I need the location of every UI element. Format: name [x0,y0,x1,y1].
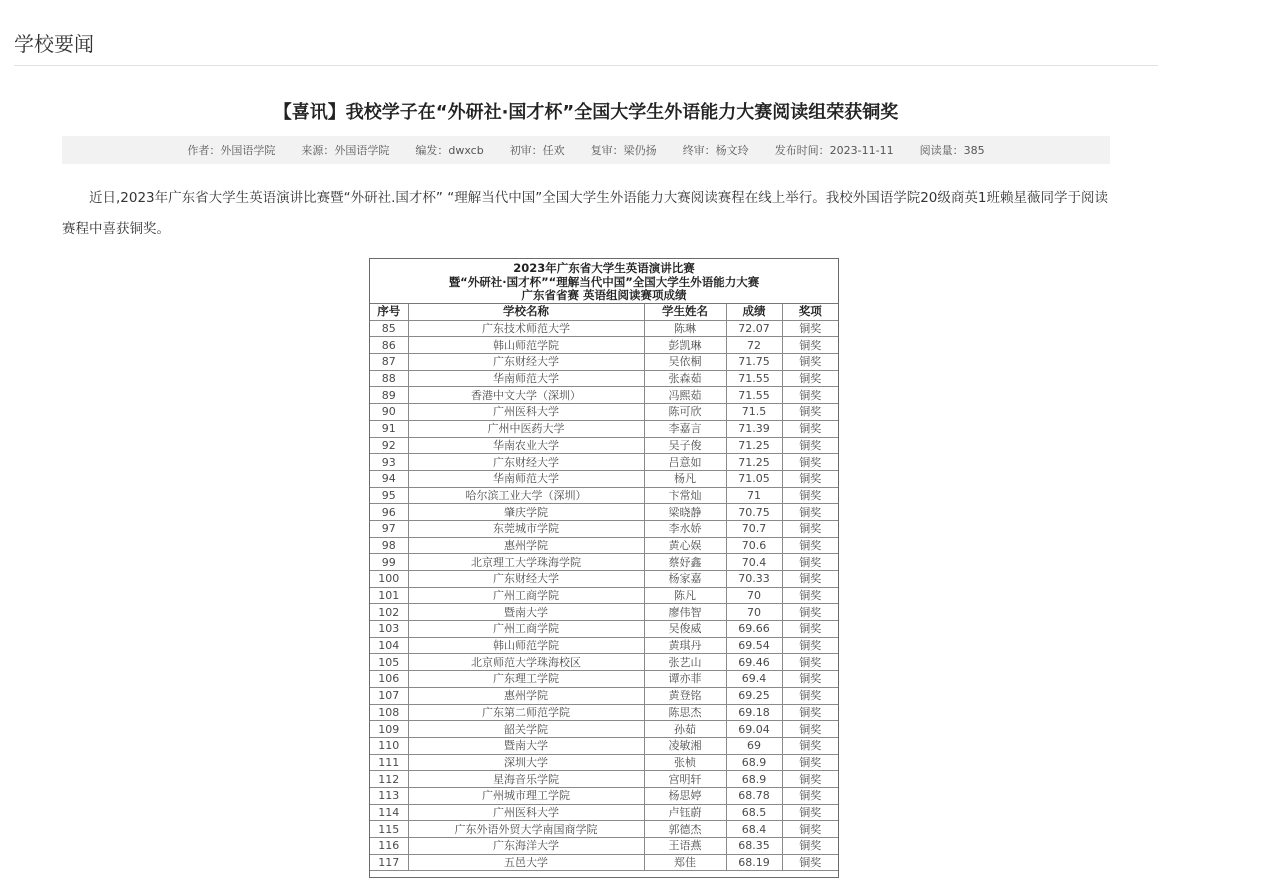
results-title-line: 暨“外研社·国才杯”“理解当代中国”全国大学生外语能力大赛 [448,274,760,289]
table-row [370,737,838,754]
cell-score: 71.25 [726,437,782,454]
table-row [370,771,838,788]
cell-student: 凌敏湘 [644,737,726,754]
cell-index: 86 [370,337,408,354]
table-row [370,354,838,371]
cell-school: 广东财经大学 [408,454,644,471]
table-row [370,787,838,804]
table-row [370,671,838,688]
results-table-image [369,258,839,878]
cell-student: 吴子俊 [644,437,726,454]
table-row [370,571,838,588]
cell-school: 韩山师范学院 [408,337,644,354]
cell-score: 68.78 [726,787,782,804]
cell-score: 71.5 [726,404,782,421]
cell-school: 广东财经大学 [408,354,644,371]
results-table-title [370,259,838,304]
cell-school: 北京师范大学珠海校区 [408,654,644,671]
cell-award: 铜奖 [782,838,838,855]
cell-award: 铜奖 [782,787,838,804]
table-row [370,420,838,437]
cell-score: 71.55 [726,370,782,387]
table-row [370,637,838,654]
header-index: 序号 [370,304,408,320]
cell-school: 暨南大学 [408,737,644,754]
cell-student: 卞常灿 [644,487,726,504]
cell-student: 张艺山 [644,654,726,671]
table-row [370,320,838,337]
cell-award: 铜奖 [782,854,838,871]
meta-second-review: 复审：梁仍扬 [590,144,657,157]
cell-score: 68.35 [726,838,782,855]
article-meta-bar [62,136,1110,164]
cell-index: 108 [370,704,408,721]
cell-school: 广东第二师范学院 [408,704,644,721]
table-row [370,754,838,771]
cell-award: 铜奖 [782,437,838,454]
cell-index: 101 [370,587,408,604]
cell-school: 广州工商学院 [408,587,644,604]
cell-student: 杨家嘉 [644,571,726,588]
cell-index: 114 [370,804,408,821]
cell-index: 109 [370,721,408,738]
cell-score: 68.5 [726,804,782,821]
header-student: 学生姓名 [644,304,726,320]
meta-author: 作者：外国语学院 [187,144,276,157]
table-row [370,520,838,537]
cell-award: 铜奖 [782,320,838,337]
cell-index: 100 [370,571,408,588]
cell-student: 陈思杰 [644,704,726,721]
cell-school: 广州中医药大学 [408,420,644,437]
cell-student: 吴依桐 [644,354,726,371]
cell-award: 铜奖 [782,337,838,354]
cell-score: 70.7 [726,520,782,537]
cell-school: 广州医科大学 [408,804,644,821]
cell-score: 69.04 [726,721,782,738]
cell-index: 95 [370,487,408,504]
cell-student: 彭凯琳 [644,337,726,354]
meta-publish-time: 发布时间：2023-11-11 [774,144,894,157]
cell-student: 吕意如 [644,454,726,471]
cell-index: 115 [370,821,408,838]
cell-student: 李嘉言 [644,420,726,437]
table-row [370,487,838,504]
cell-award: 铜奖 [782,554,838,571]
cell-score: 69.4 [726,671,782,688]
cell-award: 铜奖 [782,454,838,471]
cell-index: 103 [370,621,408,638]
cell-student: 杨思婷 [644,787,726,804]
cell-school: 北京理工大学珠海学院 [408,554,644,571]
table-row [370,604,838,621]
cell-award: 铜奖 [782,470,838,487]
cell-score: 69.25 [726,687,782,704]
header-award: 奖项 [782,304,838,320]
cell-index: 117 [370,854,408,871]
cell-score: 71.75 [726,354,782,371]
cell-school: 暨南大学 [408,604,644,621]
cell-student: 郑佳 [644,854,726,871]
table-row [370,454,838,471]
cell-index: 99 [370,554,408,571]
results-title-line: 广东省省赛 英语组阅读赛项成绩 [521,288,687,302]
cell-award: 铜奖 [782,821,838,838]
cell-award: 铜奖 [782,487,838,504]
cell-index: 105 [370,654,408,671]
table-row [370,337,838,354]
cell-score: 69.18 [726,704,782,721]
cell-score: 72.07 [726,320,782,337]
cell-index: 107 [370,687,408,704]
header-score: 成绩 [726,304,782,320]
cell-score: 69 [726,737,782,754]
article-title: 【喜讯】我校学子在“外研社·国才杯”全国大学生外语能力大赛阅读组荣获铜奖 [273,102,899,123]
cell-index: 87 [370,354,408,371]
table-row [370,437,838,454]
cell-student: 冯熙茹 [644,387,726,404]
cell-award: 铜奖 [782,687,838,704]
cell-award: 铜奖 [782,804,838,821]
cell-award: 铜奖 [782,587,838,604]
cell-school: 星海音乐学院 [408,771,644,788]
cell-award: 铜奖 [782,704,838,721]
cell-index: 88 [370,370,408,387]
cell-award: 铜奖 [782,537,838,554]
table-row [370,370,838,387]
section-title: 学校要闻 [14,32,94,56]
cell-student: 杨凡 [644,470,726,487]
cell-school: 惠州学院 [408,687,644,704]
cell-award: 铜奖 [782,737,838,754]
cell-score: 68.9 [726,754,782,771]
cell-award: 铜奖 [782,671,838,688]
cell-index: 116 [370,838,408,855]
cell-school: 广东外语外贸大学南国商学院 [408,821,644,838]
results-table [370,304,838,871]
table-row [370,687,838,704]
cell-student: 李水娇 [644,520,726,537]
cell-school: 华南师范大学 [408,370,644,387]
cell-school: 五邑大学 [408,854,644,871]
table-row [370,621,838,638]
cell-index: 92 [370,437,408,454]
cell-score: 68.19 [726,854,782,871]
cell-school: 深圳大学 [408,754,644,771]
cell-school: 惠州学院 [408,537,644,554]
results-table-body [370,320,838,871]
cell-student: 宫明轩 [644,771,726,788]
cell-student: 王语燕 [644,838,726,855]
table-row [370,387,838,404]
cell-school: 广东理工学院 [408,671,644,688]
table-row [370,821,838,838]
cell-index: 85 [370,320,408,337]
cell-student: 孙茹 [644,721,726,738]
cell-award: 铜奖 [782,621,838,638]
cell-student: 陈凡 [644,587,726,604]
section-divider [14,65,1158,66]
cell-school: 广州医科大学 [408,404,644,421]
cell-score: 70.33 [726,571,782,588]
cell-score: 70.6 [726,537,782,554]
cell-student: 吴俊威 [644,621,726,638]
cell-index: 102 [370,604,408,621]
cell-school: 韩山师范学院 [408,637,644,654]
cell-school: 东莞城市学院 [408,520,644,537]
cell-index: 94 [370,470,408,487]
cell-award: 铜奖 [782,754,838,771]
cell-award: 铜奖 [782,571,838,588]
cell-index: 106 [370,671,408,688]
cell-index: 113 [370,787,408,804]
cell-score: 69.66 [726,621,782,638]
cell-school: 广州工商学院 [408,621,644,638]
results-title-line: 2023年广东省大学生英语演讲比赛 [513,261,695,275]
cell-score: 72 [726,337,782,354]
cell-award: 铜奖 [782,354,838,371]
table-row [370,838,838,855]
table-row [370,587,838,604]
cell-score: 69.54 [726,637,782,654]
cell-award: 铜奖 [782,637,838,654]
cell-student: 郭德杰 [644,821,726,838]
cell-index: 89 [370,387,408,404]
cell-award: 铜奖 [782,771,838,788]
cell-award: 铜奖 [782,721,838,738]
table-row [370,504,838,521]
cell-index: 104 [370,637,408,654]
cell-award: 铜奖 [782,404,838,421]
cell-award: 铜奖 [782,370,838,387]
cell-index: 110 [370,737,408,754]
table-row [370,854,838,871]
cell-school: 肇庆学院 [408,504,644,521]
cell-student: 黄心娱 [644,537,726,554]
cell-score: 70.75 [726,504,782,521]
cell-award: 铜奖 [782,654,838,671]
cell-school: 广东海洋大学 [408,838,644,855]
cell-score: 68.9 [726,771,782,788]
article-paragraph: 近日,2023年广东省大学生英语演讲比赛暨“外研社.国才杯” “理解当代中国”全国大学生外语能力大赛阅读赛程在线上举行。我校外国语学院20级商英1班赖星薇同学于阅读赛程中喜获铜奖。 [62,190,1108,237]
table-row [370,654,838,671]
cell-student: 张桢 [644,754,726,771]
table-header-row [370,304,838,320]
cell-score: 69.46 [726,654,782,671]
cell-index: 91 [370,420,408,437]
cell-award: 铜奖 [782,420,838,437]
cell-student: 张森茹 [644,370,726,387]
cell-score: 68.4 [726,821,782,838]
meta-first-review: 初审：任欢 [509,144,565,157]
cell-student: 谭亦菲 [644,671,726,688]
cell-score: 71.55 [726,387,782,404]
cell-score: 70 [726,604,782,621]
cell-index: 97 [370,520,408,537]
table-row [370,804,838,821]
cell-index: 112 [370,771,408,788]
cell-school: 广东财经大学 [408,571,644,588]
table-row [370,470,838,487]
cell-student: 廖伟智 [644,604,726,621]
cell-school: 广东技术师范大学 [408,320,644,337]
cell-index: 93 [370,454,408,471]
cell-student: 梁晓静 [644,504,726,521]
cell-student: 陈琳 [644,320,726,337]
cell-student: 陈可欣 [644,404,726,421]
cell-index: 96 [370,504,408,521]
cell-score: 71.39 [726,420,782,437]
meta-editor: 编发：dwxcb [415,144,484,157]
cell-award: 铜奖 [782,504,838,521]
cell-student: 卢钰蔚 [644,804,726,821]
cell-award: 铜奖 [782,387,838,404]
cell-school: 华南师范大学 [408,470,644,487]
table-row [370,704,838,721]
cell-school: 广州城市理工学院 [408,787,644,804]
meta-source: 来源：外国语学院 [301,144,390,157]
cell-school: 华南农业大学 [408,437,644,454]
cell-index: 90 [370,404,408,421]
cell-score: 71.05 [726,470,782,487]
cell-score: 70 [726,587,782,604]
meta-views: 阅读量：385 [919,144,985,157]
cell-index: 111 [370,754,408,771]
cell-award: 铜奖 [782,604,838,621]
cell-index: 98 [370,537,408,554]
cell-school: 香港中文大学（深圳） [408,387,644,404]
header-school: 学校名称 [408,304,644,320]
cell-score: 71 [726,487,782,504]
meta-final-review: 终审：杨文玲 [682,144,749,157]
cell-student: 蔡妤鑫 [644,554,726,571]
cell-school: 韶关学院 [408,721,644,738]
cell-score: 71.25 [726,454,782,471]
cell-score: 70.4 [726,554,782,571]
cell-award: 铜奖 [782,520,838,537]
cell-student: 黄登铭 [644,687,726,704]
cell-student: 黄琪丹 [644,637,726,654]
table-row [370,404,838,421]
cell-school: 哈尔滨工业大学（深圳） [408,487,644,504]
table-row [370,554,838,571]
table-row [370,537,838,554]
table-row [370,721,838,738]
